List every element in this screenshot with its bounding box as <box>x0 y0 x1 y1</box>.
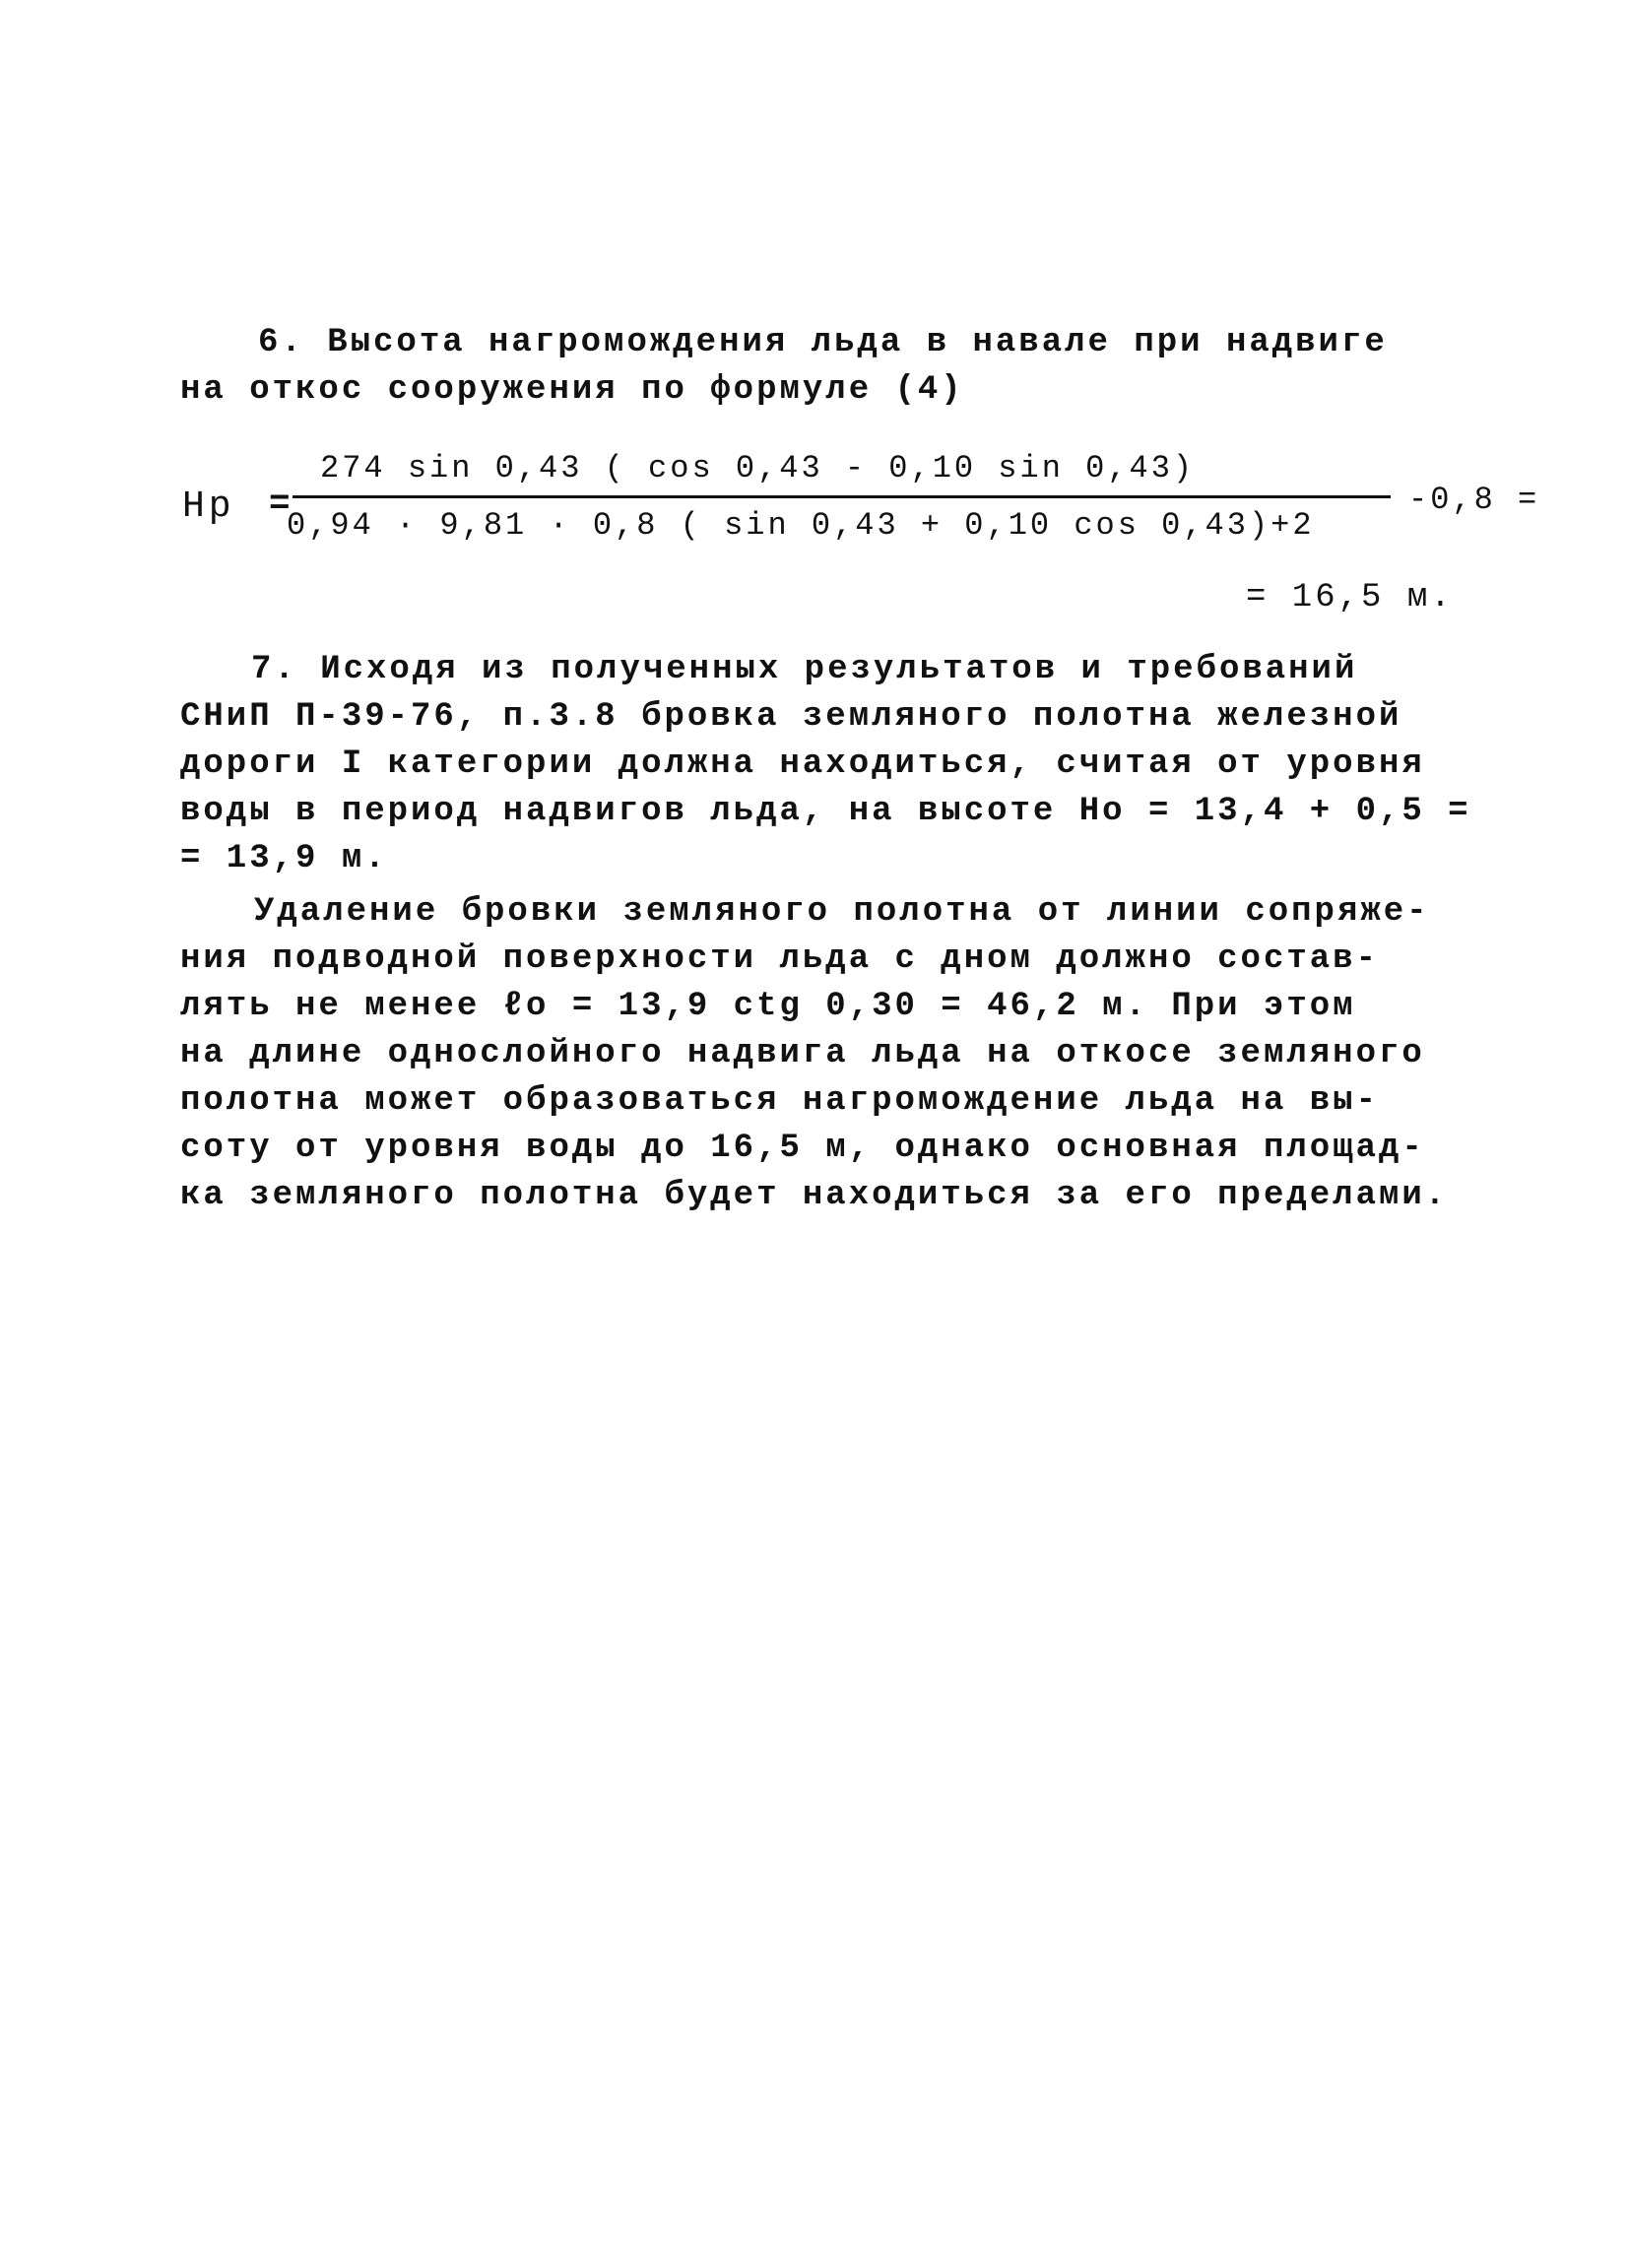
paragraph-line4: на длине однослойного надвига льда на откосе земляного <box>180 1035 1425 1072</box>
paragraph-line7: ка земляного полотна будет находиться за его пределами. <box>180 1177 1449 1214</box>
paragraph-line3: лять не менее ℓо = 13,9 ctg 0,30 = 46,2 м. При этом <box>180 988 1356 1025</box>
item6-line1: 6. Высота нагромождения льда в навале при надвиге <box>258 324 1388 361</box>
item7-line2: СНиП П-39-76, п.3.8 бровка земляного полотна железной <box>180 698 1402 736</box>
formula-numerator: 274 sin 0,43 ( cos 0,43 - 0,10 sin 0,43) <box>320 450 1196 486</box>
formula-tail: -0,8 = <box>1408 482 1540 518</box>
paragraph-line1: Удаление бровки земляного полотна от линии сопряже- <box>254 893 1430 931</box>
formula-fraction-bar <box>293 495 1391 498</box>
item6-line2: на откос сооружения по формуле (4) <box>180 371 964 409</box>
paragraph-line6: соту от уровня воды до 16,5 м, однако основная площад- <box>180 1130 1425 1167</box>
item7-line5: = 13,9 м. <box>180 840 388 877</box>
paragraph-line5: полотна может образоваться нагромождение льда на вы- <box>180 1082 1379 1120</box>
formula-lhs: Hр <box>182 486 235 528</box>
paragraph-line2: ния подводной поверхности льда с дном должно состав- <box>180 940 1379 978</box>
formula-denominator: 0,94 · 9,81 · 0,8 ( sin 0,43 + 0,10 cos 0,43)+2 <box>287 507 1315 544</box>
formula-result: = 16,5 м. <box>1246 579 1454 616</box>
item7-line3: дороги I категории должна находиться, считая от уровня <box>180 745 1425 783</box>
formula-equals: = <box>269 484 291 524</box>
item7-line1: 7. Исходя из полученных результатов и требований <box>251 651 1358 688</box>
item7-line4: воды в период надвигов льда, на высоте Hо = 13,4 + 0,5 = <box>180 793 1471 830</box>
formula-block <box>182 448 1540 586</box>
